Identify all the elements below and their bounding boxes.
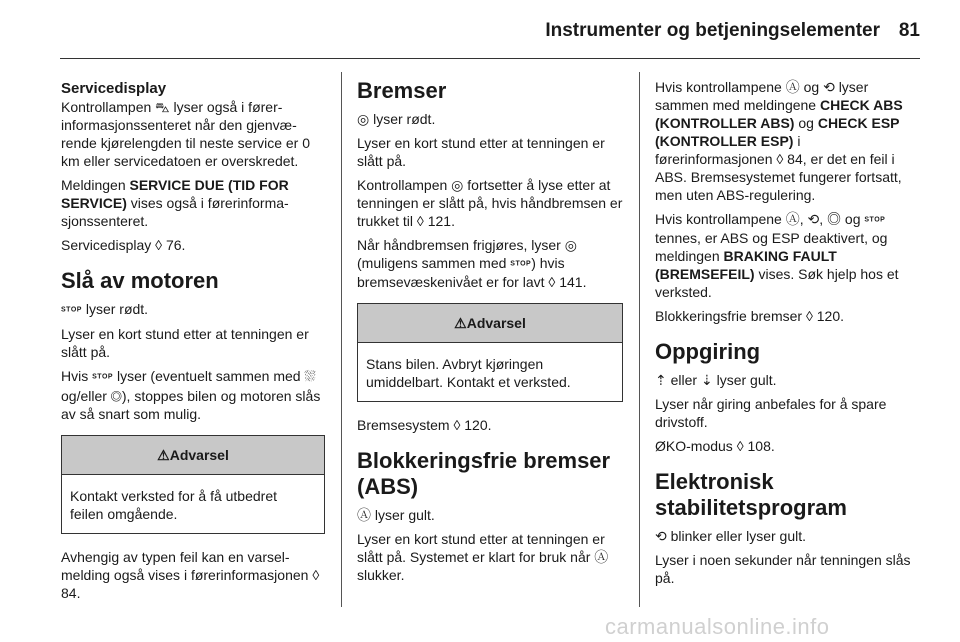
- paragraph: Lyser en kort stund etter at tenningen er slått på. Systemet er klart for bruk når Ⓐ slukker.: [357, 531, 609, 584]
- paragraph: Hvis STOP lyser (eventuelt sammen med ⛆ og/eller ◎), stoppes bilen og motoren slås av så snart som mulig.: [61, 368, 321, 422]
- paragraph-link: Servicedisplay ◊ 76.: [61, 237, 186, 253]
- warning-icon: ⚠: [157, 446, 170, 463]
- coolant-icon: ⛆: [304, 368, 316, 385]
- paragraph: Hvis kontrollampene Ⓐ og ⟲ lyser sammen med meldingene CHECK ABS (KONTROLLER ABS) og CHECK ESP (KONTROLLER ESP) i førerinformasjonen ◊ 84, er det en feil i ABS. Bremsesystemet fungerer fortsatt, men uten ABS-regulering.: [655, 79, 903, 203]
- column-right: [655, 78, 921, 593]
- paragraph-link: Bremsesystem ◊ 120.: [357, 417, 492, 434]
- warning-box: [61, 435, 325, 534]
- page-number: 81: [898, 20, 920, 41]
- column-left: [61, 80, 325, 608]
- section-heading-gear: Oppgiring: [655, 339, 761, 365]
- paragraph: ◎ lyser rødt.: [357, 111, 436, 127]
- warning-text: Kontakt verksted for å få utbedret feilen omgående.: [70, 487, 278, 522]
- section-heading-brakes: Bremser: [357, 78, 447, 103]
- paragraph: Kontrollampen ◎ fortsetter å lyse etter at tenningen er slått på, hvis håndbremsen er trukket til ◊ 121.: [357, 177, 623, 229]
- column-middle: [357, 78, 623, 590]
- header-divider: [60, 58, 920, 59]
- paragraph: ⟲ blinker eller lyser gult.: [655, 528, 807, 545]
- warning-text: Stans bilen. Avbryt kjøringen umiddelbart. Kontakt et verksted.: [366, 356, 571, 391]
- paragraph-link: ØKO-modus ◊ 108.: [655, 438, 775, 455]
- column-divider: [639, 72, 640, 607]
- stop-icon: STOP: [61, 306, 82, 314]
- paragraph: Lyser en kort stund etter at tenningen er slått på.: [61, 326, 309, 361]
- warning-header: ⚠Advarsel: [358, 304, 622, 343]
- paragraph: Avhengig av typen feil kan en varselmelding også vises i førerinformasjonen ◊ 84.: [61, 548, 320, 601]
- paragraph-link: Blokkeringsfrie bremser ◊ 120.: [655, 308, 844, 325]
- watermark: carmanualsonline.info: [605, 614, 830, 639]
- section-heading-esp: Elektronisk stabilitetsprogram: [655, 469, 847, 521]
- page-title: Instrumenter og betjeningselementer: [545, 20, 880, 41]
- warning-header: ⚠Advarsel: [62, 436, 324, 475]
- paragraph: Hvis kontrollampene Ⓐ, ⟲, ◎ og STOP tennes, er ABS og ESP deaktivert, og meldingen BRAKING FAULT (BREMSEFEIL) vises. Søk hjelp hos et verksted.: [655, 211, 899, 301]
- paragraph: STOP lyser rødt.: [61, 301, 149, 317]
- paragraph: Kontrollampen ⛍ lyser også i førerinformasjonssenteret når den gjenværende kjørelengden til neste service er 0 km eller servicedatoen er overskredet.: [61, 99, 311, 169]
- section-heading-abs: Blokkeringsfrie bremser (ABS): [357, 448, 611, 500]
- paragraph: Lyser i noen sekunder når tenningen slås på.: [655, 552, 911, 587]
- warning-icon: ⚠: [454, 315, 467, 332]
- paragraph: Lyser når giring anbefales for å spare drivstoff.: [655, 396, 887, 431]
- paragraph: Når håndbremsen frigjøres, lyser ◎ (muligens sammen med STOP) hvis bremsevæskenivået er for lavt ◊ 141.: [357, 237, 587, 291]
- section-heading-servicedisplay: Servicedisplay: [61, 80, 167, 97]
- column-divider: [341, 72, 342, 607]
- paragraph: Lyser en kort stund etter at tenningen er slått på.: [357, 135, 605, 169]
- stop-icon: STOP: [510, 260, 532, 268]
- page-header: [0, 0, 960, 60]
- paragraph: ⇡ eller ⇣ lyser gult.: [655, 372, 777, 389]
- paragraph: Ⓐ lyser gult.: [357, 507, 435, 524]
- section-heading-stop: Slå av motoren: [61, 268, 219, 293]
- warning-box: [357, 303, 623, 402]
- stop-icon: STOP: [864, 216, 886, 224]
- stop-icon: STOP: [92, 373, 114, 381]
- paragraph: Meldingen SERVICE DUE (TID FOR SERVICE) vises også i førerinformasjonssenteret.: [61, 177, 289, 229]
